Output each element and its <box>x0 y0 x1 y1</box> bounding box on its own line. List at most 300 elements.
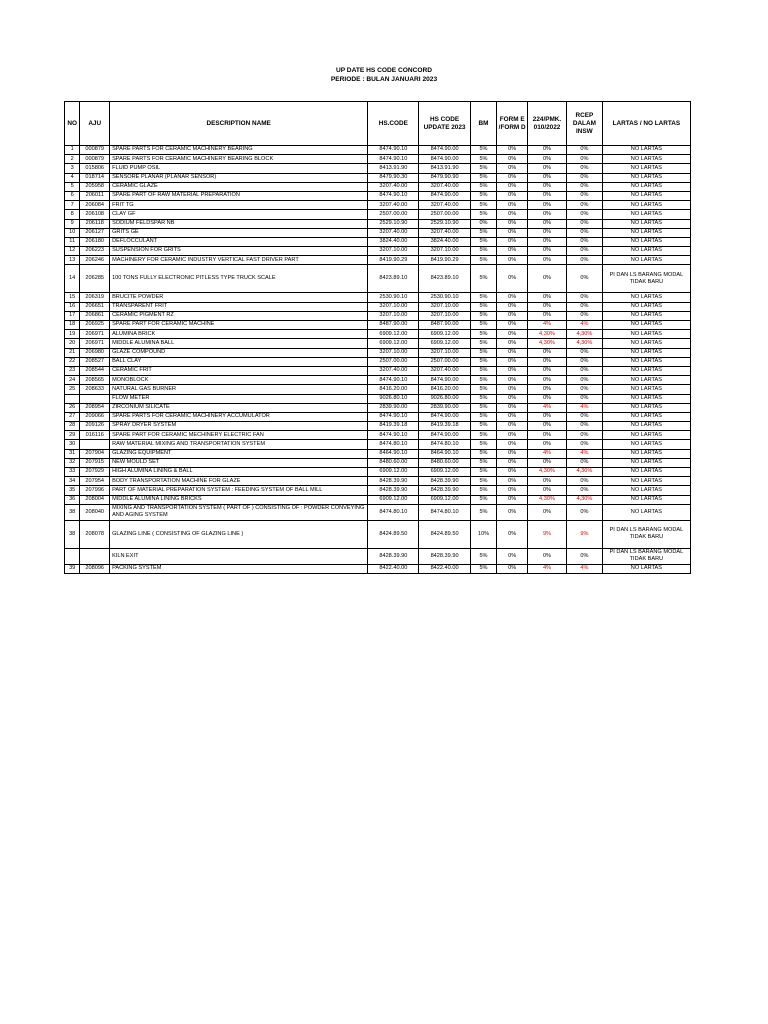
cell-rcep: 0% <box>566 311 602 320</box>
cell-rcep: 4,30% <box>566 330 602 339</box>
cell-pmk: 4,30% <box>528 330 567 339</box>
cell-rcep: 0% <box>566 366 602 375</box>
cell-lartas: NO LARTAS <box>602 412 690 421</box>
cell-no: 24 <box>65 376 80 385</box>
table-row <box>65 357 691 366</box>
cell-hs-code: 8480.60.00 <box>368 458 419 467</box>
cell-description: SPARE PART FOR CERAMIC MACHINE <box>110 321 368 330</box>
cell-rcep: 0% <box>566 191 602 200</box>
cell-form-e: 0% <box>497 146 528 155</box>
cell-lartas: NO LARTAS <box>602 564 690 573</box>
cell-form-e: 0% <box>497 228 528 237</box>
cell-rcep: 0% <box>566 477 602 486</box>
cell-aju <box>80 440 110 449</box>
cell-hs-code: 8487.90.00 <box>368 321 419 330</box>
cell-description: TRANSPARENT FRIT <box>110 302 368 311</box>
cell-rcep: 9% <box>566 520 602 548</box>
cell-hs-code-update: 3207.10.00 <box>419 311 470 320</box>
cell-pmk: 0% <box>528 504 567 520</box>
header-no: NO <box>65 102 80 146</box>
cell-bm: 5% <box>470 468 497 477</box>
cell-aju: 016116 <box>80 431 110 440</box>
cell-description: FRIT TG <box>110 201 368 210</box>
cell-hs-code-update: 8419.39.18 <box>419 422 470 431</box>
cell-aju: 208527 <box>80 357 110 366</box>
header-bm: BM <box>470 102 497 146</box>
cell-form-e: 0% <box>497 182 528 191</box>
cell-description: GRITS GE <box>110 228 368 237</box>
cell-rcep: 0% <box>566 173 602 182</box>
cell-no: 16 <box>65 302 80 311</box>
cell-hs-code-update: 8474.90.00 <box>419 431 470 440</box>
table-row <box>65 173 691 182</box>
cell-no: 6 <box>65 191 80 200</box>
table-row <box>65 228 691 237</box>
cell-form-e: 0% <box>497 412 528 421</box>
cell-bm: 5% <box>470 449 497 458</box>
cell-pmk: 0% <box>528 348 567 357</box>
cell-hs-code: 3207.10.00 <box>368 247 419 256</box>
cell-rcep: 4,30% <box>566 468 602 477</box>
cell-hs-code: 2529.10.90 <box>368 219 419 228</box>
cell-description: FLUID PUMP OSIL <box>110 164 368 173</box>
table-row <box>65 403 691 412</box>
cell-pmk: 0% <box>528 228 567 237</box>
cell-rcep: 0% <box>566 422 602 431</box>
cell-form-e: 0% <box>497 201 528 210</box>
cell-aju <box>80 548 110 564</box>
cell-hs-code: 2530.90.10 <box>368 293 419 302</box>
cell-no: 3 <box>65 164 80 173</box>
cell-description: SODIUM FELDSPAR NB <box>110 219 368 228</box>
cell-no: 12 <box>65 247 80 256</box>
cell-hs-code: 8474.90.10 <box>368 155 419 164</box>
cell-pmk: 0% <box>528 394 567 403</box>
cell-hs-code-update: 8422.40.00 <box>419 564 470 573</box>
cell-hs-code-update: 3207.40.00 <box>419 366 470 375</box>
cell-pmk: 0% <box>528 366 567 375</box>
cell-aju: 206180 <box>80 237 110 246</box>
table-row <box>65 376 691 385</box>
cell-lartas: NO LARTAS <box>602 431 690 440</box>
cell-description: HIGH ALUMINA LINING & BALL <box>110 468 368 477</box>
cell-pmk: 4% <box>528 403 567 412</box>
cell-no: 8 <box>65 210 80 219</box>
cell-hs-code-update: 6909.12.00 <box>419 339 470 348</box>
table-row <box>65 311 691 320</box>
cell-hs-code: 3207.40.00 <box>368 366 419 375</box>
cell-no: 15 <box>65 293 80 302</box>
cell-bm: 5% <box>470 385 497 394</box>
cell-lartas: PI DAN LS BARANG MODAL TIDAK BARU <box>602 265 690 293</box>
cell-aju: 206118 <box>80 219 110 228</box>
cell-lartas: NO LARTAS <box>602 468 690 477</box>
cell-form-e: 0% <box>497 431 528 440</box>
cell-hs-code: 8474.90.10 <box>368 376 419 385</box>
cell-no: 17 <box>65 311 80 320</box>
table-row <box>65 468 691 477</box>
cell-rcep: 0% <box>566 302 602 311</box>
cell-rcep: 4,30% <box>566 495 602 504</box>
cell-hs-code: 3207.40.00 <box>368 182 419 191</box>
cell-description: SUSPENSION FOR GRITS <box>110 247 368 256</box>
cell-form-e: 0% <box>497 210 528 219</box>
cell-no: 25 <box>65 385 80 394</box>
cell-aju: 206223 <box>80 247 110 256</box>
cell-aju: 208954 <box>80 403 110 412</box>
cell-description: GLAZE COMPOUND <box>110 348 368 357</box>
cell-aju: 209066 <box>80 412 110 421</box>
cell-pmk: 0% <box>528 302 567 311</box>
cell-rcep: 0% <box>566 219 602 228</box>
cell-form-e: 0% <box>497 394 528 403</box>
cell-aju: 206127 <box>80 228 110 237</box>
cell-rcep: 0% <box>566 348 602 357</box>
cell-hs-code-update: 8480.60.00 <box>419 458 470 467</box>
cell-hs-code-update: 2507.00.00 <box>419 357 470 366</box>
cell-hs-code: 8474.90.10 <box>368 191 419 200</box>
table-row <box>65 330 691 339</box>
cell-lartas: NO LARTAS <box>602 449 690 458</box>
cell-hs-code-update: 9026.80.00 <box>419 394 470 403</box>
cell-no: 5 <box>65 182 80 191</box>
table-row <box>65 293 691 302</box>
cell-aju: 000879 <box>80 146 110 155</box>
cell-form-e: 0% <box>497 173 528 182</box>
cell-form-e: 0% <box>497 520 528 548</box>
document-subtitle: PERIODE : BULAN JANUARI 2023 <box>330 76 438 83</box>
cell-description: CERAMIC GLAZE <box>110 182 368 191</box>
cell-no: 18 <box>65 321 80 330</box>
cell-pmk: 0% <box>528 311 567 320</box>
cell-form-e: 0% <box>497 564 528 573</box>
table-row <box>65 431 691 440</box>
cell-aju: 208565 <box>80 376 110 385</box>
table-row <box>65 422 691 431</box>
cell-description: MIDDLE ALUMINA LINING BRICKS <box>110 495 368 504</box>
cell-bm: 10% <box>470 520 497 548</box>
table-row <box>65 564 691 573</box>
cell-no: 39 <box>65 564 80 573</box>
cell-aju: 209126 <box>80 422 110 431</box>
cell-lartas: NO LARTAS <box>602 394 690 403</box>
cell-rcep: 4% <box>566 449 602 458</box>
cell-form-e: 0% <box>497 366 528 375</box>
cell-lartas: NO LARTAS <box>602 486 690 495</box>
cell-description: SPRAY DRYER SYSTEM <box>110 422 368 431</box>
table-row <box>65 458 691 467</box>
cell-lartas: NO LARTAS <box>602 311 690 320</box>
table-row <box>65 201 691 210</box>
cell-no: 14 <box>65 265 80 293</box>
cell-description: KILN EXIT <box>110 548 368 564</box>
cell-hs-code-update: 2507.00.00 <box>419 210 470 219</box>
cell-lartas: NO LARTAS <box>602 256 690 265</box>
table-row <box>65 302 691 311</box>
cell-hs-code-update: 6909.12.00 <box>419 330 470 339</box>
cell-pmk: 0% <box>528 265 567 293</box>
cell-pmk: 0% <box>528 486 567 495</box>
cell-description: FLOW METER <box>110 394 368 403</box>
cell-hs-code-update: 8474.80.10 <box>419 504 470 520</box>
cell-description: NATURAL GAS BURNER <box>110 385 368 394</box>
cell-bm: 5% <box>470 330 497 339</box>
cell-form-e: 0% <box>497 164 528 173</box>
cell-pmk: 0% <box>528 146 567 155</box>
header-lartas: LARTAS / NO LARTAS <box>602 102 690 146</box>
table-row <box>65 394 691 403</box>
cell-bm: 5% <box>470 548 497 564</box>
cell-no: 28 <box>65 422 80 431</box>
cell-hs-code: 6909.12.00 <box>368 330 419 339</box>
cell-bm: 5% <box>470 228 497 237</box>
cell-bm: 5% <box>470 256 497 265</box>
table-row <box>65 504 691 520</box>
table-row <box>65 247 691 256</box>
cell-no: 30 <box>65 440 80 449</box>
cell-hs-code: 8474.90.10 <box>368 431 419 440</box>
cell-hs-code: 2507.00.00 <box>368 210 419 219</box>
cell-form-e: 0% <box>497 458 528 467</box>
cell-description: SPARE PARTS FOR CERAMIC MACHINERY ACCUMULATOR <box>110 412 368 421</box>
cell-pmk: 0% <box>528 548 567 564</box>
cell-hs-code-update: 8474.90.00 <box>419 146 470 155</box>
header-aju: AJU <box>80 102 110 146</box>
cell-rcep: 0% <box>566 228 602 237</box>
cell-no: 38 <box>65 504 80 520</box>
cell-hs-code: 8464.90.10 <box>368 449 419 458</box>
cell-hs-code-update: 8474.80.10 <box>419 440 470 449</box>
document-title: UP DATE HS CODE CONCORD <box>335 67 433 74</box>
header-form-e: FORM E /FORM D <box>497 102 528 146</box>
cell-pmk: 0% <box>528 182 567 191</box>
table-row <box>65 339 691 348</box>
cell-hs-code-update: 2530.90.10 <box>419 293 470 302</box>
cell-description: RAW MATERIAL MIXING AND TRANSPORTATION SYSTEM <box>110 440 368 449</box>
cell-rcep: 0% <box>566 237 602 246</box>
cell-aju: 207929 <box>80 468 110 477</box>
cell-rcep: 4,30% <box>566 339 602 348</box>
table-row <box>65 348 691 357</box>
cell-lartas: NO LARTAS <box>602 182 690 191</box>
cell-aju: 206108 <box>80 210 110 219</box>
cell-bm: 5% <box>470 357 497 366</box>
cell-no: 34 <box>65 477 80 486</box>
cell-aju: 207996 <box>80 486 110 495</box>
cell-bm: 5% <box>470 173 497 182</box>
cell-description: CLAY GF <box>110 210 368 219</box>
cell-hs-code: 3207.10.00 <box>368 311 419 320</box>
cell-hs-code-update: 3207.10.00 <box>419 302 470 311</box>
cell-bm: 5% <box>470 422 497 431</box>
cell-pmk: 0% <box>528 458 567 467</box>
cell-no: 10 <box>65 228 80 237</box>
cell-hs-code-update: 3207.40.00 <box>419 228 470 237</box>
cell-rcep: 0% <box>566 458 602 467</box>
cell-bm: 5% <box>470 146 497 155</box>
cell-aju: 208004 <box>80 495 110 504</box>
cell-no: 26 <box>65 403 80 412</box>
cell-hs-code: 8423.89.10 <box>368 265 419 293</box>
header-pmk: 224/PMK. 010/2022 <box>528 102 567 146</box>
cell-bm: 5% <box>470 311 497 320</box>
cell-form-e: 0% <box>497 339 528 348</box>
cell-hs-code: 8474.80.10 <box>368 504 419 520</box>
cell-hs-code: 3207.10.00 <box>368 348 419 357</box>
cell-hs-code: 6909.12.00 <box>368 468 419 477</box>
cell-bm: 5% <box>470 210 497 219</box>
cell-hs-code-update: 2529.10.90 <box>419 219 470 228</box>
cell-hs-code: 8479.90.30 <box>368 173 419 182</box>
cell-description: BRUCITE POWDER <box>110 293 368 302</box>
cell-bm: 5% <box>470 182 497 191</box>
cell-no: 13 <box>65 256 80 265</box>
cell-hs-code: 8428.39.90 <box>368 477 419 486</box>
cell-bm: 5% <box>470 237 497 246</box>
cell-bm: 5% <box>470 321 497 330</box>
cell-pmk: 0% <box>528 357 567 366</box>
table-row <box>65 520 691 548</box>
cell-bm: 5% <box>470 412 497 421</box>
cell-hs-code-update: 8464.90.10 <box>419 449 470 458</box>
cell-pmk: 4% <box>528 449 567 458</box>
cell-pmk: 0% <box>528 376 567 385</box>
cell-lartas: PI DAN LS BARANG MODAL TIDAK BARU <box>602 520 690 548</box>
cell-rcep: 0% <box>566 247 602 256</box>
cell-rcep: 0% <box>566 394 602 403</box>
cell-description: SENSORE PLANAR (PLANAR SENSOR) <box>110 173 368 182</box>
cell-hs-code-update: 2839.90.00 <box>419 403 470 412</box>
cell-aju: 205958 <box>80 182 110 191</box>
cell-rcep: 0% <box>566 486 602 495</box>
cell-rcep: 0% <box>566 293 602 302</box>
cell-no: 7 <box>65 201 80 210</box>
cell-pmk: 0% <box>528 201 567 210</box>
cell-lartas: NO LARTAS <box>602 228 690 237</box>
cell-description: ZIRCONIUM SILICATE <box>110 403 368 412</box>
cell-lartas: NO LARTAS <box>602 302 690 311</box>
table-row <box>65 146 691 155</box>
cell-hs-code: 8422.40.00 <box>368 564 419 573</box>
cell-aju: 208040 <box>80 504 110 520</box>
cell-hs-code: 2507.00.00 <box>368 357 419 366</box>
cell-pmk: 4% <box>528 564 567 573</box>
cell-rcep: 0% <box>566 440 602 449</box>
cell-aju: 207915 <box>80 458 110 467</box>
cell-lartas: NO LARTAS <box>602 422 690 431</box>
cell-hs-code: 8416.20.00 <box>368 385 419 394</box>
cell-no: 38 <box>65 520 80 548</box>
cell-form-e: 0% <box>497 486 528 495</box>
cell-hs-code: 6909.12.00 <box>368 339 419 348</box>
cell-lartas: NO LARTAS <box>602 330 690 339</box>
hs-code-table <box>64 101 691 574</box>
table-row <box>65 548 691 564</box>
cell-pmk: 0% <box>528 385 567 394</box>
cell-form-e: 0% <box>497 330 528 339</box>
cell-bm: 5% <box>470 366 497 375</box>
cell-rcep: 0% <box>566 412 602 421</box>
cell-aju: 015806 <box>80 164 110 173</box>
cell-no: 23 <box>65 366 80 375</box>
cell-lartas: NO LARTAS <box>602 155 690 164</box>
cell-bm: 5% <box>470 164 497 173</box>
cell-pmk: 4% <box>528 321 567 330</box>
cell-no: 36 <box>65 495 80 504</box>
cell-lartas: NO LARTAS <box>602 348 690 357</box>
cell-form-e: 0% <box>497 302 528 311</box>
header-hs-code-update: HS CODE UPDATE 2023 <box>419 102 470 146</box>
cell-lartas: NO LARTAS <box>602 403 690 412</box>
cell-pmk: 4,30% <box>528 468 567 477</box>
cell-bm: 5% <box>470 403 497 412</box>
cell-form-e: 0% <box>497 468 528 477</box>
cell-description: SPARE PARTS FOR CERAMIC MACHINERY BEARING BLOCK <box>110 155 368 164</box>
cell-hs-code: 8419.90.29 <box>368 256 419 265</box>
cell-description: MONOBLOCK <box>110 376 368 385</box>
cell-bm: 5% <box>470 348 497 357</box>
cell-hs-code-update: 8428.39.90 <box>419 477 470 486</box>
cell-no: 19 <box>65 330 80 339</box>
cell-lartas: NO LARTAS <box>602 366 690 375</box>
cell-aju: 207954 <box>80 477 110 486</box>
table-row <box>65 477 691 486</box>
cell-hs-code-update: 3207.40.00 <box>419 182 470 191</box>
cell-hs-code: 8424.89.50 <box>368 520 419 548</box>
cell-form-e: 0% <box>497 219 528 228</box>
cell-pmk: 9% <box>528 520 567 548</box>
cell-rcep: 0% <box>566 548 602 564</box>
cell-bm: 5% <box>470 431 497 440</box>
table-row <box>65 412 691 421</box>
cell-hs-code-update: 8428.39.90 <box>419 486 470 495</box>
cell-rcep: 0% <box>566 265 602 293</box>
cell-bm: 0% <box>470 219 497 228</box>
cell-lartas: NO LARTAS <box>602 201 690 210</box>
cell-hs-code: 6909.12.00 <box>368 495 419 504</box>
cell-lartas: NO LARTAS <box>602 210 690 219</box>
cell-form-e: 0% <box>497 256 528 265</box>
cell-no: 29 <box>65 431 80 440</box>
cell-description: MIDDLE ALUMINA BALL <box>110 339 368 348</box>
header-row <box>65 102 691 146</box>
cell-rcep: 0% <box>566 376 602 385</box>
cell-description: SPARE PARTS FOR CERAMIC MACHINERY BEARING <box>110 146 368 155</box>
cell-no: 1 <box>65 146 80 155</box>
table-row <box>65 385 691 394</box>
cell-no: 27 <box>65 412 80 421</box>
cell-description: 100 TONS FULLY ELECTRONIC PITLESS TYPE TRUCK SCALE <box>110 265 368 293</box>
cell-hs-code: 8419.39.18 <box>368 422 419 431</box>
cell-no: 32 <box>65 458 80 467</box>
cell-no: 9 <box>65 219 80 228</box>
cell-form-e: 0% <box>497 348 528 357</box>
cell-rcep: 0% <box>566 504 602 520</box>
cell-bm: 5% <box>470 201 497 210</box>
cell-form-e: 0% <box>497 449 528 458</box>
cell-hs-code-update: 8474.90.00 <box>419 155 470 164</box>
cell-lartas: NO LARTAS <box>602 376 690 385</box>
cell-bm: 5% <box>470 265 497 293</box>
cell-bm: 5% <box>470 376 497 385</box>
cell-pmk: 0% <box>528 210 567 219</box>
cell-aju <box>80 394 110 403</box>
cell-aju: 206319 <box>80 293 110 302</box>
cell-form-e: 0% <box>497 321 528 330</box>
cell-lartas: NO LARTAS <box>602 247 690 256</box>
cell-form-e: 0% <box>497 422 528 431</box>
cell-description: SPARE PART OF RAW MATERIAL PREPARATION <box>110 191 368 200</box>
